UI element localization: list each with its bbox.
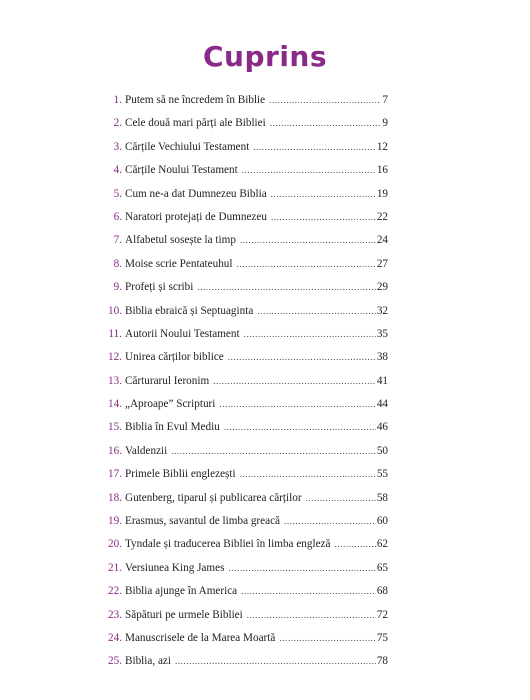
toc-entry-page: 19 — [376, 187, 388, 200]
toc-entry-title: Profeți și scribi — [125, 281, 194, 294]
toc-entry-page: 7 — [382, 94, 388, 106]
toc-entry-number: 23. — [108, 608, 122, 621]
toc-entry-line — [125, 393, 388, 416]
toc-entry-title: Cărțile Vechiului Testament — [125, 140, 250, 153]
toc-entry[interactable] — [0, 487, 530, 510]
toc-entry-title: Cărțile Noului Testament — [125, 164, 238, 177]
toc-entry[interactable] — [0, 253, 530, 276]
toc-entry-number: 12. — [108, 351, 122, 364]
toc-dot-leader — [241, 580, 376, 603]
toc-entry-title: Săpături pe urmele Bibliei — [125, 608, 243, 621]
toc-entry-title: Tyndale și traducerea Bibliei în limba engleză — [125, 538, 331, 551]
toc-entry-page: 44 — [376, 398, 388, 411]
toc-entry-title: „Aproape” Scripturi — [125, 398, 216, 411]
toc-entry-number: 4. — [113, 164, 122, 177]
toc-dot-leader — [334, 533, 375, 556]
toc-entry-title: Cărturarul Ieronim — [125, 374, 210, 387]
toc-entry[interactable] — [0, 557, 530, 580]
toc-entry-line — [125, 136, 388, 159]
toc-entry-title: Cele două mari părți ale Bibliei — [125, 117, 266, 130]
toc-entry-title: Putem să ne încredem în Biblie — [125, 94, 266, 106]
toc-entry-number: 18. — [108, 491, 122, 504]
toc-entry-page: 32 — [376, 304, 388, 317]
toc-entry-line — [125, 557, 388, 580]
toc-entry-page: 60 — [376, 515, 388, 528]
toc-entry-line — [125, 533, 388, 556]
toc-dot-leader — [224, 416, 376, 439]
toc-entry-page: 9 — [382, 117, 388, 130]
toc-entry-number: 15. — [108, 421, 122, 434]
toc-dot-leader — [240, 229, 376, 252]
toc-entry-line — [125, 627, 388, 650]
toc-entry-line — [125, 276, 388, 299]
toc-dot-leader — [240, 463, 376, 486]
toc-entry-number: 8. — [113, 257, 122, 270]
page-title: Cuprins — [202, 40, 328, 73]
toc-entry-title: Alfabetul sosește la timp — [125, 234, 236, 247]
toc-entry-title: Gutenberg, tiparul și publicarea cărților — [125, 491, 302, 504]
toc-entry[interactable] — [0, 229, 530, 252]
toc-entry-line — [125, 159, 388, 182]
toc-entry-page: 35 — [376, 327, 388, 340]
toc-entry-number: 7. — [113, 234, 122, 247]
toc-entry-page: 12 — [376, 140, 388, 153]
toc-entry-page: 75 — [376, 631, 388, 644]
toc-entry-page: 50 — [376, 444, 388, 457]
toc-entry[interactable] — [0, 533, 530, 556]
toc-dot-leader — [247, 604, 376, 627]
toc-entry-line — [125, 323, 388, 346]
toc-entry-line — [125, 89, 388, 112]
toc-entry-number: 16. — [108, 444, 122, 457]
toc-entry[interactable] — [0, 604, 530, 627]
toc-entry-title: Cum ne-a dat Dumnezeu Biblia — [125, 187, 267, 200]
toc-entry-number: 21. — [108, 561, 122, 574]
toc-entry-page: 16 — [376, 164, 388, 177]
toc-entry-title: Unirea cărților biblice — [125, 351, 224, 364]
toc-entry[interactable] — [0, 300, 530, 323]
toc-entry-line — [125, 440, 388, 463]
toc-entry-number: 11. — [108, 327, 122, 340]
toc-entry-line — [125, 183, 388, 206]
toc-entry-number: 14. — [108, 398, 122, 411]
toc-entry-line — [125, 510, 388, 533]
toc-entry-line — [125, 580, 388, 603]
toc-entry-number: 9. — [113, 281, 122, 294]
toc-entry-page: 68 — [376, 585, 388, 598]
toc-entry[interactable] — [0, 510, 530, 533]
toc-entry-page: 78 — [376, 655, 388, 668]
toc-entry[interactable] — [0, 346, 530, 369]
toc-dot-leader — [253, 136, 375, 159]
toc-entry-number: 17. — [108, 468, 122, 481]
toc-entry-title: Biblia în Evul Mediu — [125, 421, 220, 434]
toc-entry-number: 19. — [108, 515, 122, 528]
toc-entry-page: 24 — [376, 234, 388, 247]
toc-dot-leader — [257, 300, 376, 323]
toc-entry[interactable] — [0, 370, 530, 393]
toc-entry[interactable] — [0, 183, 530, 206]
toc-entry-title: Versiunea King James — [125, 561, 225, 574]
toc-entry-title: Biblia ajunge în America — [125, 585, 238, 598]
toc-entry-line — [125, 416, 388, 439]
toc-entry-title: Naratori protejați de Dumnezeu — [125, 210, 267, 223]
toc-entry-page: 55 — [376, 468, 388, 481]
toc-entry[interactable] — [0, 393, 530, 416]
toc-entry-title: Erasmus, savantul de limba greacă — [125, 515, 281, 528]
toc-entry[interactable] — [0, 276, 530, 299]
toc-entry-number: 2. — [113, 117, 122, 130]
toc-entry[interactable] — [0, 627, 530, 650]
toc-dot-leader — [271, 206, 376, 229]
toc-dot-leader — [271, 183, 376, 206]
toc-entry-line — [125, 346, 388, 369]
toc-entry-line — [125, 370, 388, 393]
toc-entry[interactable] — [0, 206, 530, 229]
toc-entry-line — [125, 650, 388, 673]
toc-entry[interactable] — [0, 580, 530, 603]
toc-entry-title: Manuscrisele de la Marea Moartă — [125, 631, 276, 644]
toc-dot-leader — [284, 510, 376, 533]
toc-entry-title: Primele Biblii englezești — [125, 468, 236, 481]
toc-entry-page: 41 — [376, 374, 388, 387]
toc-entry-page: 58 — [376, 491, 388, 504]
toc-dot-leader — [244, 323, 376, 346]
toc-entry-page: 62 — [376, 538, 388, 551]
toc-entry-title: Valdenzii — [125, 444, 168, 457]
toc-dot-leader — [228, 557, 375, 580]
toc-entry-page: 27 — [376, 257, 388, 270]
toc-entry-line — [125, 487, 388, 510]
toc-entry-page: 65 — [376, 561, 388, 574]
toc-dot-leader — [197, 276, 375, 299]
toc-entry[interactable] — [0, 323, 530, 346]
toc-dot-leader — [213, 370, 376, 393]
toc-entry-page: 46 — [376, 421, 388, 434]
toc-entry-number: 24. — [108, 631, 122, 644]
toc-dot-leader — [219, 393, 375, 416]
toc-entry-title: Autorii Noului Testament — [125, 327, 240, 340]
toc-entry[interactable] — [0, 440, 530, 463]
table-of-contents — [0, 89, 530, 674]
toc-entry[interactable] — [0, 89, 530, 112]
toc-entry-number: 1. — [113, 94, 122, 106]
toc-entry-line — [125, 300, 388, 323]
toc-entry-number: 13. — [108, 374, 122, 387]
toc-entry-line — [125, 253, 388, 276]
toc-entry-title: Biblia, azi — [125, 655, 171, 668]
toc-dot-leader — [171, 440, 376, 463]
toc-entry-line — [125, 229, 388, 252]
toc-entry[interactable] — [0, 416, 530, 439]
toc-dot-leader — [270, 112, 382, 135]
toc-entry[interactable] — [0, 112, 530, 135]
toc-entry-number: 10. — [108, 304, 122, 317]
toc-entry-number: 3. — [113, 140, 122, 153]
toc-entry-title: Biblia ebraică și Septuaginta — [125, 304, 254, 317]
toc-entry-line — [125, 604, 388, 627]
toc-entry[interactable] — [0, 136, 530, 159]
toc-entry-number: 6. — [113, 210, 122, 223]
toc-entry-page: 22 — [376, 210, 388, 223]
toc-dot-leader — [306, 487, 376, 510]
toc-entry[interactable] — [0, 159, 530, 182]
toc-entry[interactable] — [0, 650, 530, 673]
toc-entry-page: 38 — [376, 351, 388, 364]
toc-entry-number: 22. — [108, 585, 122, 598]
toc-entry-number: 20. — [108, 538, 122, 551]
toc-entry-title: Moise scrie Pentateuhul — [125, 257, 233, 270]
toc-entry-line — [125, 463, 388, 486]
toc-dot-leader — [228, 346, 376, 369]
toc-dot-leader — [237, 253, 376, 276]
toc-entry-number: 25. — [108, 655, 122, 668]
toc-entry-line — [125, 206, 388, 229]
toc-dot-leader — [175, 650, 376, 673]
toc-entry-number: 5. — [113, 187, 122, 200]
toc-dot-leader — [279, 627, 375, 650]
toc-entry-line — [125, 112, 388, 135]
toc-dot-leader — [269, 89, 381, 112]
toc-entry-page: 72 — [376, 608, 388, 621]
toc-entry-page: 29 — [376, 281, 388, 294]
toc-entry[interactable] — [0, 463, 530, 486]
toc-dot-leader — [242, 159, 376, 182]
